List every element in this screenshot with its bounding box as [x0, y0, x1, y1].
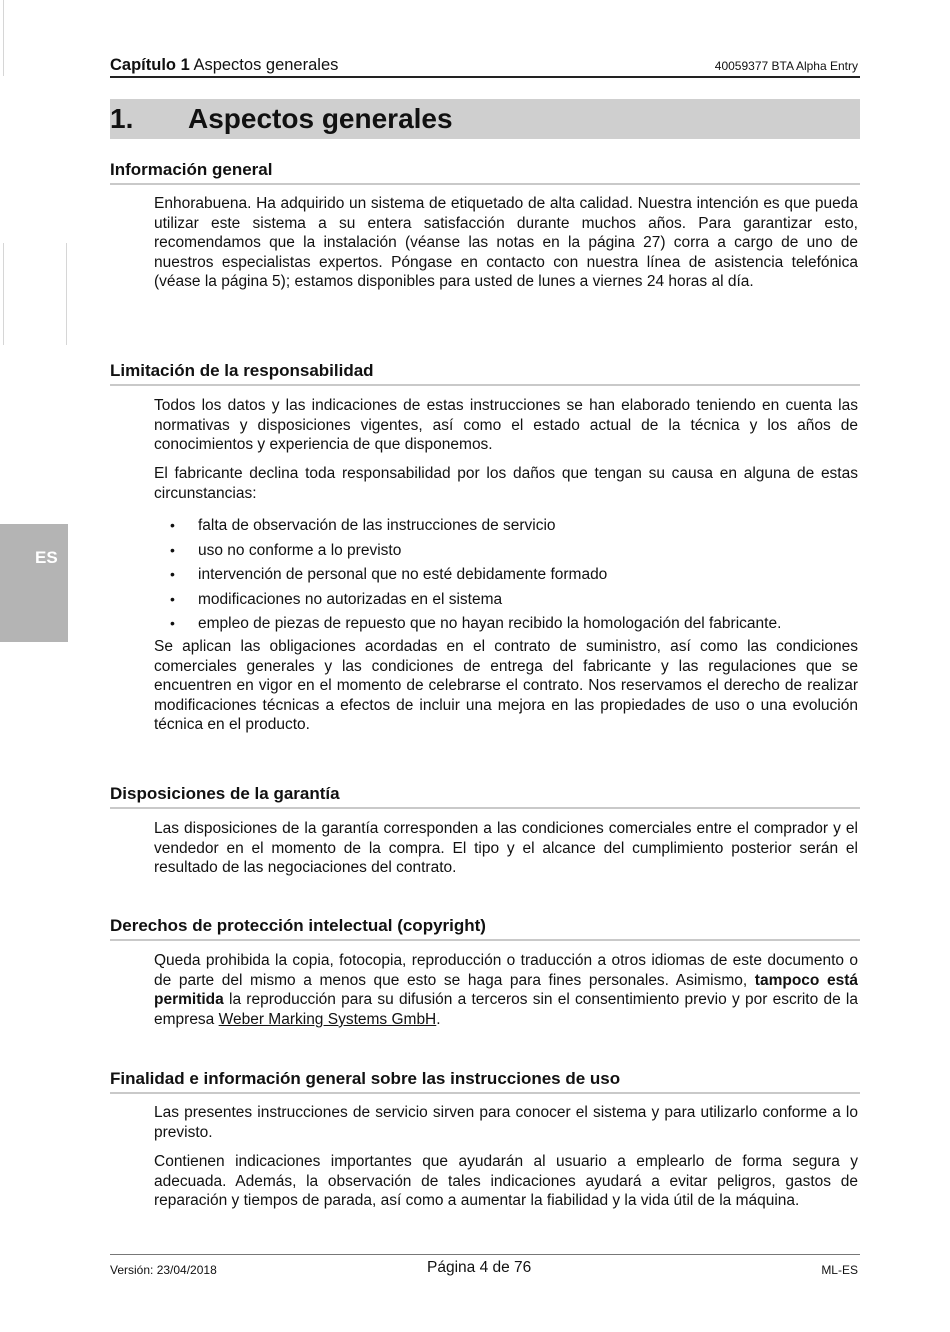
liability-paragraph-2: El fabricante declina toda responsabilidad por los daños que tengan su causa en alguna de estas circunstancias: — [154, 465, 858, 502]
company-link[interactable]: Weber Marking Systems GmbH — [218, 1010, 437, 1028]
copyright-text-1: Queda prohibida la copia, fotocopia, reproducción o traducción a otros idiomas de este documento o de parte del mismo a menos que esto se haga para fines personales. Asimismo, — [154, 952, 858, 989]
section-heading-liability: Limitación de la responsabilidad — [110, 361, 860, 386]
chapter-heading-text: Aspectos generales — [188, 103, 453, 134]
info-paragraph: Enhorabuena. Ha adquirido un sistema de etiquetado de alta calidad. Nuestra intención es que pueda utilizar este sistema a su entera satisfacción durante muchos años. Para garantizar esto, recomendamos que la instalación (véanse las notas en la página 27) corra a cargo de uno de nuestros especialistas expertos. Póngase en contacto con nuestra línea de asistencia telefónica (véase la página 5); estamos disponibles para usted de lunes a viernes 24 horas al día. — [154, 195, 858, 291]
purpose-paragraph-2: Contienen indicaciones importantes que ayudarán al usuario a emplearlo de forma segura y adecuada. Además, la observación de tales indicaciones ayudará a evitar peligros, gastos de reparación y tiempos de parada, así como a aumentar la fiabilidad y la vida útil de la máquina. — [154, 1153, 858, 1210]
page-edge-line — [3, 0, 4, 76]
page-header — [110, 56, 860, 78]
chapter-label: Capítulo 1 — [110, 56, 190, 74]
page-footer — [110, 1254, 860, 1278]
chapter-heading — [110, 99, 860, 139]
liability-paragraph-3: Se aplican las obligaciones acordadas en el contrato de suministro, así como las condiciones comerciales generales y las condiciones de entrega del fabricante y las regulaciones que se encuentren en vigor en el momento de celebrarse el contrato. Nos reservamos el derecho de realizar modificaciones técnicas a efectos de incluir una mejora en las propiedades de uso o una evolución técnica en el producto. — [154, 638, 858, 734]
version-label: Versión: 23/04/2018 — [110, 1263, 217, 1277]
page-number: Página 4 de 76 — [427, 1259, 532, 1276]
purpose-paragraph-1: Las presentes instrucciones de servicio sirven para conocer el sistema y para utilizarlo conforme a lo previsto. — [154, 1104, 858, 1141]
section-heading-purpose: Finalidad e información general sobre las instrucciones de uso — [110, 1069, 860, 1094]
list-item: • empleo de piezas de repuesto que no hayan recibido la homologación del fabricante. — [154, 614, 858, 639]
language-tab-label: ES — [35, 548, 58, 567]
page-edge-line — [66, 243, 67, 345]
list-item: • intervención de personal que no esté debidamente formado — [154, 565, 858, 590]
chapter-number: 1. — [110, 103, 134, 134]
copyright-text-3: . — [436, 1010, 441, 1028]
language-tab — [0, 524, 68, 642]
liability-list — [154, 516, 858, 639]
section-heading-copyright: Derechos de protección intelectual (copyright) — [110, 916, 860, 941]
language-code: ML-ES — [821, 1263, 858, 1277]
copyright-text-2: la reproducción para su difusión a terceros sin el consentimiento previo y por escrito de la empresa — [154, 991, 858, 1028]
copyright-bold-text: tampoco está permitida — [154, 971, 858, 1009]
chapter-name: Aspectos generales — [193, 56, 339, 74]
liability-paragraph-1: Todos los datos y las indicaciones de estas instrucciones se han elaborado teniendo en cuenta las normativas y disposiciones vigentes, así como el estado actual de la técnica y los años de conocimientos y experiencia de que disponemos. — [154, 397, 858, 454]
page-edge-line — [3, 243, 4, 345]
list-item: • modificaciones no autorizadas en el sistema — [154, 590, 858, 615]
list-item: • falta de observación de las instrucciones de servicio — [154, 516, 858, 541]
copyright-paragraph — [154, 951, 858, 1029]
section-heading-warranty: Disposiciones de la garantía — [110, 784, 860, 809]
warranty-paragraph: Las disposiciones de la garantía corresponden a las condiciones comerciales entre el comprador y el vendedor en el momento de la compra. El tipo y el alcance del cumplimiento posterior serán el resultado de las negociaciones del contrato. — [154, 820, 858, 877]
list-item: • uso no conforme a lo previsto — [154, 541, 858, 566]
section-heading-info: Información general — [110, 160, 860, 185]
chapter-title — [110, 56, 338, 75]
document-id: 40059377 BTA Alpha Entry — [714, 59, 858, 73]
